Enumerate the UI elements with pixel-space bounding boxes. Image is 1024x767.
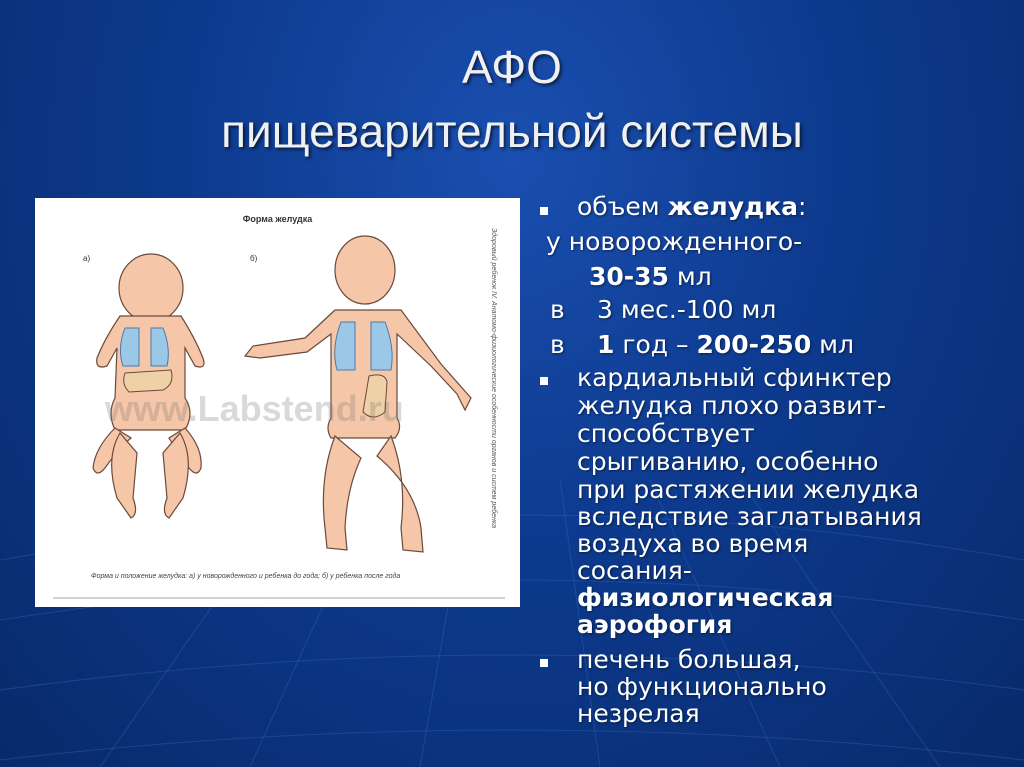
bullet-2-marker xyxy=(540,377,548,385)
bullet-2-line4: срыгиванию, особенно xyxy=(577,447,879,476)
bullet-2-bold-line2 xyxy=(577,611,732,639)
one-year-mid: год – xyxy=(614,330,697,359)
three-months-volume: 3 мес.-100 мл xyxy=(597,295,777,324)
bullet-2-line8: сосания- xyxy=(577,556,692,585)
bullet-1-bold: желудка xyxy=(667,192,799,221)
bullet-1-line1 xyxy=(577,193,806,221)
bullet-1-suffix: : xyxy=(798,192,807,221)
bullet-2-line3: способствует xyxy=(577,419,755,448)
figure-label-b: б) xyxy=(250,254,258,263)
newborn-volume-unit: мл xyxy=(668,262,712,291)
term-aerophagia: аэрофогия xyxy=(577,610,733,639)
figure-label-a: а) xyxy=(83,254,91,263)
figure-side-text: Здоровый ребенок IV. Анатомо-физиологические особенности органов и систем ребенка xyxy=(490,228,497,529)
bullet-2-bold-line1 xyxy=(577,584,833,612)
one-year-unit: мл xyxy=(811,330,855,359)
bullet-3-line1: печень большая, xyxy=(577,645,801,674)
one-year-number: 1 xyxy=(597,330,615,359)
term-physiological: физиологическая xyxy=(577,583,834,612)
bullet-2-line7: воздуха во время xyxy=(577,529,809,558)
figure-caption: Форма и положение желудка: а) у новорожденного и ребенка до года; б) у ребенка после года xyxy=(91,573,401,580)
one-year-volume xyxy=(597,331,854,359)
one-year-prep: в xyxy=(550,330,565,359)
bullet-3-line2: но функционально xyxy=(577,672,827,701)
bullet-1-marker xyxy=(540,207,548,215)
bullet-2-line2: желудка плохо развит- xyxy=(577,391,887,420)
slide-title-line2: пищеварительной системы xyxy=(221,105,803,157)
newborn-volume-number: 30-35 xyxy=(589,262,669,291)
figure-watermark: www.Labstend.ru xyxy=(105,388,404,429)
newborn-volume-label: у новорожденного- xyxy=(546,227,803,256)
bullet-1-prefix: объем xyxy=(577,192,668,221)
slide-title-line1: АФО xyxy=(462,41,562,93)
newborn-volume-value xyxy=(589,263,712,291)
one-year-value: 200-250 xyxy=(696,330,812,359)
bullet-2-line5: при растяжении желудка xyxy=(577,475,920,504)
figure-heading: Форма желудка xyxy=(242,214,313,224)
bullet-2-line6: вследствие заглатывания xyxy=(577,502,922,531)
bullet-3-marker xyxy=(540,659,548,667)
bullet-3-line3: незрелая xyxy=(577,699,700,728)
three-months-prep: в xyxy=(550,295,565,324)
stomach-illustration xyxy=(35,198,520,607)
bullet-2-line1: кардиальный сфинктер xyxy=(577,363,892,392)
